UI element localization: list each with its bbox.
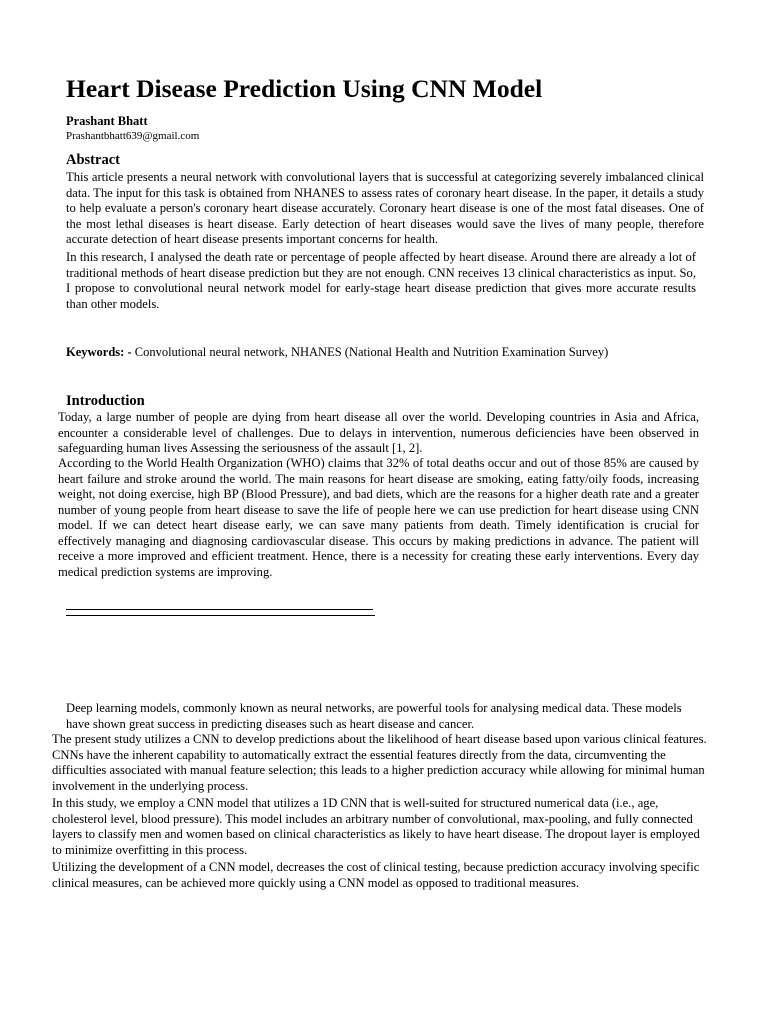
keywords-label: Keywords: - [66, 345, 132, 359]
author-name: Prashant Bhatt [66, 114, 148, 128]
keywords-line [66, 344, 608, 360]
author-email: Prashantbhatt639@gmail.com [66, 130, 200, 142]
keywords-text: Convolutional neural network, NHANES (National Health and Nutrition Examination Survey) [131, 345, 609, 359]
body-paragraph-3: In this study, we employ a CNN model that utilizes a 1D CNN that is well-suited for structured numerical data (i.e., age, cholesterol level, blood pressure). This model includes an arbitrary number of convolutional, max-pooling, and fully connected layers to classify men and women based on clinical characteristics as likely to have heart disease. The dropout layer is employed to minimize overfitting in this process. [52, 796, 700, 857]
abstract-paragraph-2: In this research, I analysed the death rate or percentage of people affected by heart disease. Around there are already a lot of traditional methods of heart disease prediction but they are not enough. CNN receives 13 clinical characteristics as input. So, I propose to convolutional neural network model for early-stage heart disease prediction that gives more accurate results than other models. [66, 250, 696, 311]
introduction-paragraph-2: According to the World Health Organization (WHO) claims that 32% of total deaths occur and out of those 85% are caused by heart failure and stroke around the world. The main reasons for heart disease are smoking, eating fatty/oily foods, increasing weight, not doing exercise, high BP (Blood Pressure), and bad diets, which are the reasons for a higher death rate and a greater number of young people from heart disease to save the life of people here we can use prediction for heart disease using CNN model. If we can detect heart disease early, we can save many patients from death. Timely identification is crucial for effectively managing and diagnosing cardiovascular disease. This occurs by making predictions in advance. The patient will receive a more improved and efficient treatment. Hence, there is a necessity for creating these early interventions. Every day medical prediction systems are improving. [58, 456, 699, 579]
footnote-rule-bottom [66, 615, 375, 616]
introduction-paragraph-1: Today, a large number of people are dying from heart disease all over the world. Developing countries in Asia and Africa, encounter a considerable level of challenges. Due to delays in intervention, numerous deficiencies have been observed in safeguarding human lives Assessing the seriousness of the assault [1, 2]. [58, 410, 699, 455]
paper-title: Heart Disease Prediction Using CNN Model [66, 74, 543, 103]
body-paragraph-4: Utilizing the development of a CNN model, decreases the cost of clinical testing, because prediction accuracy involving specific clinical measures, can be achieved more quickly using a CNN model as opposed to traditional measures. [52, 860, 700, 890]
abstract-heading: Abstract [66, 152, 120, 168]
footnote-rule-top [66, 609, 373, 610]
introduction-heading: Introduction [66, 393, 145, 409]
body-paragraph-1: Deep learning models, commonly known as neural networks, are powerful tools for analysing medical data. These models have shown great success in predicting diseases such as heart disease and cancer. [66, 701, 682, 731]
abstract-paragraph-1: This article presents a neural network with convolutional layers that is successful at categorizing severely imbalanced clinical data. The input for this task is obtained from NHANES to assess rates of coronary heart disease. In the paper, it details a study to help evaluate a person's coronary heart disease accurately. Coronary heart disease is one of the most fatal diseases. One of the most lethal diseases is heart disease. Early detection of heart diseases would save the lives of many people, therefore accurate detection of heart disease presents important concerns for health. [66, 170, 704, 246]
body-paragraph-2: The present study utilizes a CNN to develop predictions about the likelihood of heart disease based upon various clinical features. CNNs have the inherent capability to automatically extract the essential features directly from the data, circumventing the difficulties associated with manual feature selection; this leads to a higher prediction accuracy while allowing for minimal human involvement in the underlying process. [52, 732, 707, 793]
